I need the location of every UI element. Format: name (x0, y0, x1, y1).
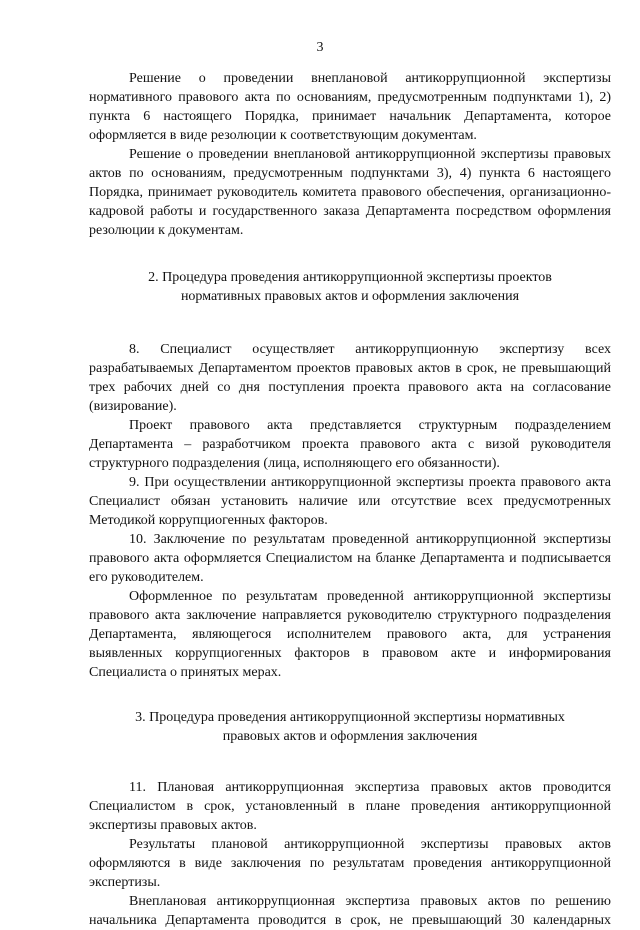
paragraph-11: 11. Плановая антикоррупционная экспертиза правовых актов проводится Специалистом в срок, установленный в плане проведения антикоррупционной экспертизы правовых актов. (89, 780, 611, 833)
section-2-heading-line-2: нормативных правовых актов и оформления заключения (180, 289, 520, 304)
paragraph-10: 10. Заключение по результатам проведенной антикоррупционной экспертизы правового акта оформляется Специалистом на бланке Департамента и подписывается его руководителем. (89, 532, 611, 585)
section-2-body (89, 340, 611, 682)
section-2-heading-line-1: 2. Процедура проведения антикоррупционной экспертизы проектов (148, 270, 552, 285)
paragraph-planned-results: Результаты плановой антикоррупционной экспертизы правовых актов оформляются в виде заключения по результатам проведения антикоррупционной экспертизы. (89, 837, 611, 890)
section-3-heading-line-2: правовых актов и оформления заключения (222, 729, 478, 744)
paragraph-8: 8. Специалист осуществляет антикоррупционную экспертизу всех разрабатываемых Департаментом проектов правовых актов в срок, не превышающий трех рабочих дней со дня поступления проекта правового акта на согласование (визирование). (89, 342, 611, 414)
paragraph-decision-2: Решение о проведении внеплановой антикоррупционной экспертизы правовых актов по основаниям, предусмотренным подпунктами 3), 4) пункта 6 настоящего Порядка, принимает руководитель комитета правового обеспечения, организационно-кадровой работы и государственного заказа Департамента посредством оформления резолюции к документам. (89, 147, 611, 238)
paragraph-conclusion-routing: Оформленное по результатам проведенной антикоррупционной экспертизы правового акта заключение направляется руководителю структурного подразделения Департамента, являющегося исполнителем правового акта, для устранения выявленных коррупциогенных факторов в правовом акте и информирования Специалиста о принятых мерах. (89, 589, 611, 680)
page-number: 3 (316, 40, 324, 55)
document-body (89, 69, 611, 930)
paragraph-decision-1: Решение о проведении внеплановой антикоррупционной экспертизы нормативного правового акта по основаниям, предусмотренным подпунктами 1), 2) пункта 6 настоящего Порядка, принимает начальник Департамента, которое оформляется в виде резолюции к соответствующим документам. (89, 71, 611, 143)
section-2-heading (89, 268, 611, 306)
paragraph-unplanned-expertise: Внеплановая антикоррупционная экспертиза правовых актов по решению начальника Департамента проводится в срок, не превышающий 30 календарных (89, 894, 611, 928)
paragraph-9: 9. При осуществлении антикоррупционной экспертизы проекта правового акта Специалист обязан установить наличие или отсутствие всех предусмотренных Методикой коррупциогенных факторов. (89, 475, 611, 528)
paragraph-project-submission: Проект правового акта представляется структурным подразделением Департамента – разработчиком проекта правового акта с визой руководителя структурного подразделения (лица, исполняющего его обязанности). (89, 418, 611, 471)
section-3-heading (89, 708, 611, 746)
section-3-body (89, 778, 611, 930)
section-3-heading-line-1: 3. Процедура проведения антикоррупционной экспертизы нормативных (135, 710, 565, 725)
